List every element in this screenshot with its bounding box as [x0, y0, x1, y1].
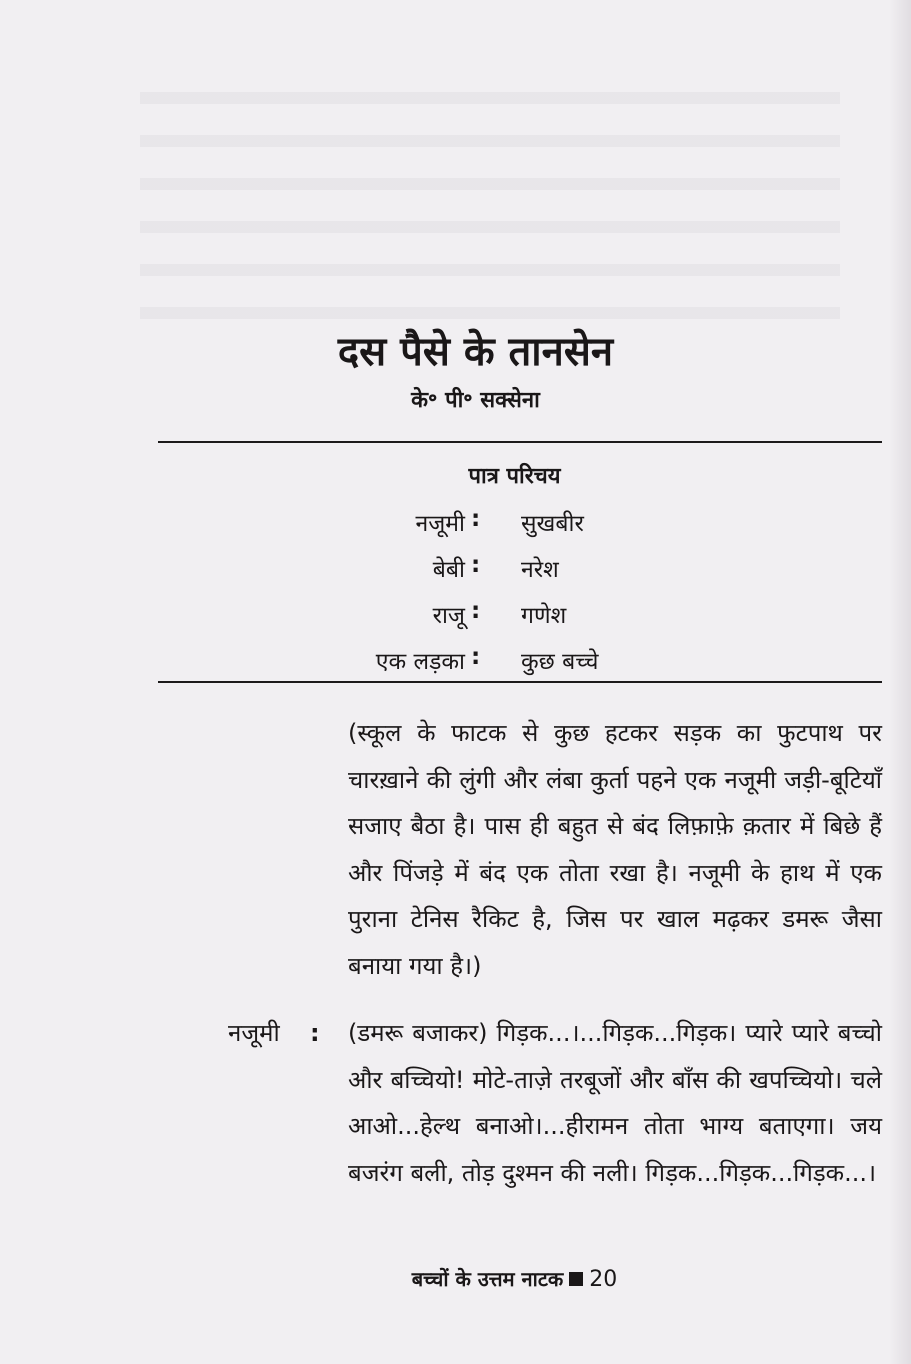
- play-author: के॰ पी॰ सक्सेना: [411, 388, 540, 413]
- cast-heading: पात्र परिचय: [468, 464, 561, 489]
- stage-direction: (स्कूल के फाटक से कुछ हटकर सड़क का फुटपाथ पर चारख़ाने की लुंगी और लंबा कुर्ता पहने एक नजूमी जड़ी-बूटियाँ सजाए बैठा है। पास ही बहुत से बंद लिफ़ाफ़े क़तार में बिछे हैं और पिंजड़े में बंद एक तोता रखा है। नजूमी के हाथ में एक पुराना टेनिस रैकिट है, जिस पर खाल मढ़कर डमरू जैसा बनाया गया है।): [348, 719, 882, 980]
- play-title: दस पैसे के तानसेन: [337, 329, 614, 375]
- cast-row: [0, 506, 911, 552]
- cast-list: [0, 506, 911, 690]
- cast-separator: :: [471, 552, 481, 578]
- black-square-icon: [569, 1272, 583, 1286]
- page-footer: [0, 1265, 911, 1292]
- cast-actor: गणेश: [521, 603, 567, 629]
- cast-role: राजू: [432, 603, 465, 629]
- dialogue-separator: :: [310, 1019, 320, 1047]
- footer-book-title: बच्चों के उत्तम नाटक: [411, 1267, 564, 1291]
- cast-separator: :: [471, 598, 481, 624]
- cast-actor: कुछ बच्चे: [521, 649, 599, 675]
- cast-role: बेबी: [432, 557, 465, 583]
- cast-role: एक लड़का: [375, 649, 465, 675]
- cast-separator: :: [471, 506, 481, 532]
- cast-top-rule: [158, 441, 882, 443]
- cast-actor: सुखबीर: [521, 511, 584, 537]
- cast-role: नजूमी: [415, 511, 465, 537]
- cast-bottom-rule: [158, 681, 882, 683]
- cast-row: [0, 644, 911, 690]
- page-number: 20: [589, 1267, 618, 1292]
- dialogue-speaker: नजूमी: [228, 1019, 280, 1047]
- reverse-side-bleed-through: [140, 70, 840, 320]
- cast-separator: :: [471, 644, 481, 670]
- cast-row: [0, 598, 911, 644]
- dialogue-text: (डमरू बजाकर) गिड़क...।...गिड़क...गिड़क। प्यारे प्यारे बच्चो और बच्चियो! मोटे-ताज़े तरबूजों और बाँस की खपच्चियो। चले आओ...हेल्थ बनाओ।...हीरामन तोता भाग्य बताएगा। जय बजरंग बली, तोड़ दुश्मन की नली। गिड़क...गिड़क...गिड़क...।: [348, 1019, 882, 1187]
- cast-row: [0, 552, 911, 598]
- cast-actor: नरेश: [521, 557, 559, 583]
